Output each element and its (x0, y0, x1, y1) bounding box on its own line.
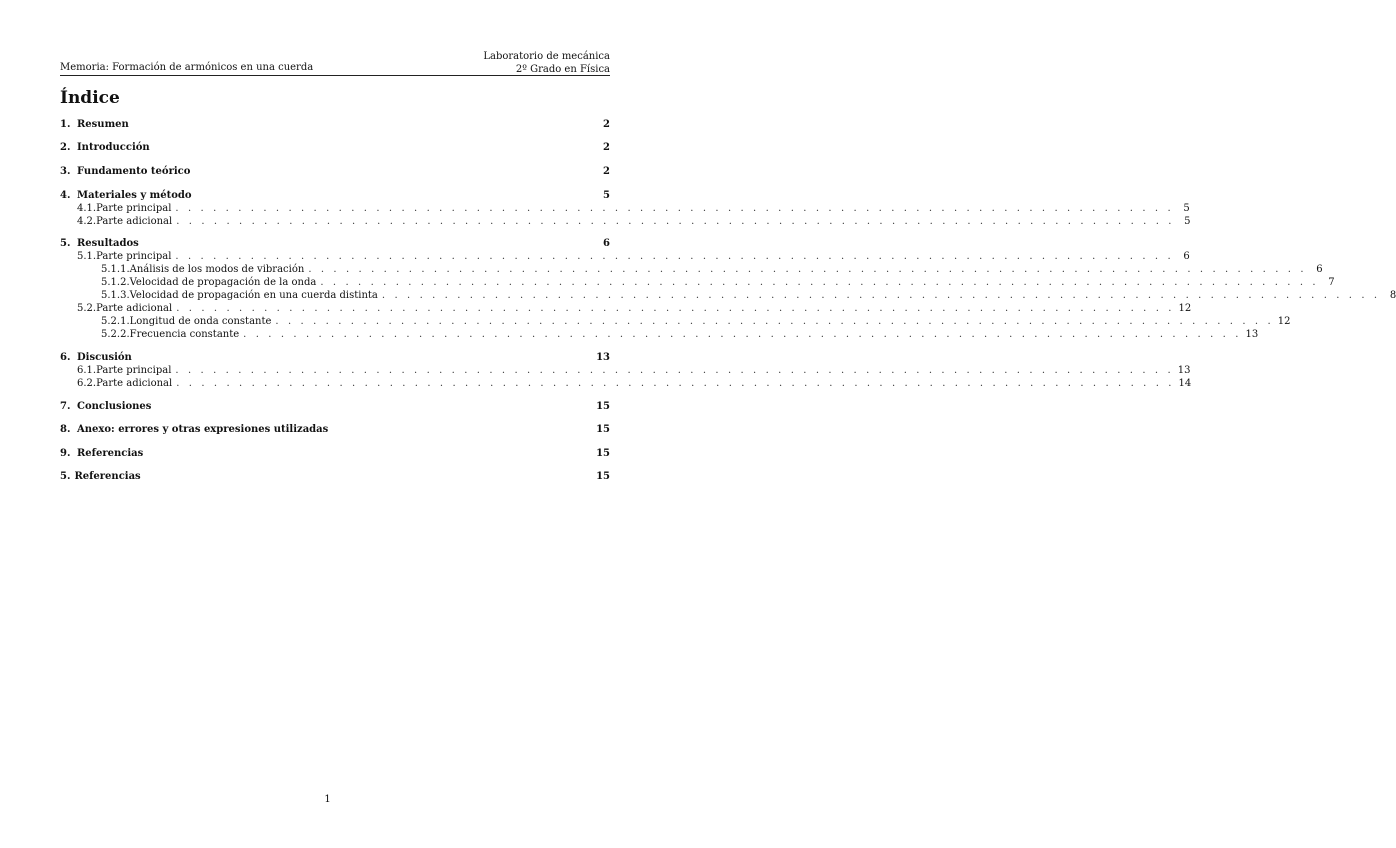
toc-entry-number: 5.2.1. (101, 316, 130, 327)
toc-entry-page: 14 (1178, 378, 1192, 389)
toc-entry-page: 15 (596, 471, 610, 482)
toc-entry-number: 3. (60, 166, 71, 177)
dot-leader: . . . . . . . . . . . . . . . . . . . . . . . . . . . . . . . . . . . . . . . . . . . . . . . . . . . . . . . . . . . . . . . . . . . . . . . . . . . . . . . . (275, 316, 1274, 327)
toc-entry[interactable] (60, 238, 610, 250)
toc-entry-number: 7. (60, 401, 71, 412)
toc-entry-title: Parte adicional (96, 216, 173, 227)
toc-entry-page: 8 (1389, 290, 1396, 301)
toc-entry-page: 13 (596, 352, 610, 363)
toc-entry[interactable] (60, 251, 1190, 263)
toc-entry-title: Fundamento teórico (77, 166, 191, 177)
page-number: 1 (324, 794, 331, 805)
toc-entry-title: Discusión (77, 352, 132, 363)
toc-entry[interactable] (60, 142, 610, 154)
toc-entry-number: 5. (60, 471, 71, 482)
toc-entry-title: Referencias (77, 448, 144, 459)
toc-entry-title: Resultados (77, 238, 139, 249)
toc-entry-title: Resumen (77, 119, 129, 130)
toc-entry-title: Análisis de los modos de vibración (129, 264, 305, 275)
toc-entry-page: 15 (596, 401, 610, 412)
dot-leader: . . . . . . . . . . . . . . . . . . . . . . . . . . . . . . . . . . . . . . . . . . . . . . . . . . . . . . . . . . . . . . . . . . . . . . . . . . . . . . . . (176, 378, 1175, 389)
toc-entry-title: Longitud de onda constante (129, 316, 272, 327)
toc-entry[interactable] (60, 290, 1396, 302)
dot-leader: . . . . . . . . . . . . . . . . . . . . . . . . . . . . . . . . . . . . . . . . . . . . . . . . . . . . . . . . . . . . . . . . . . . . . . . . . . . . . . . . (176, 303, 1175, 314)
toc-entry[interactable] (60, 448, 610, 460)
toc-entry-title: Velocidad de propagación de la onda (129, 277, 317, 288)
toc-entry-page: 2 (603, 142, 610, 153)
toc-entry-page: 7 (1328, 277, 1335, 288)
dot-leader: . . . . . . . . . . . . . . . . . . . . . . . . . . . . . . . . . . . . . . . . . . . . . . . . . . . . . . . . . . . . . . . . . . . . . . . . . . . . . . . . (308, 264, 1307, 275)
toc-entry-page: 5 (603, 190, 610, 201)
toc-entry[interactable] (60, 277, 1335, 289)
toc-entry-page: 6 (1316, 264, 1323, 275)
header-left-title: Memoria: Formación de armónicos en una cuerda (60, 62, 314, 73)
toc-entry-title: Anexo: errores y otras expresiones utilizadas (77, 424, 329, 435)
toc-entry-title: Velocidad de propagación en una cuerda distinta (129, 290, 378, 301)
toc-entry-title: Introducción (77, 142, 150, 153)
toc-entry-number: 6.2. (77, 378, 97, 389)
dot-leader: . . . . . . . . . . . . . . . . . . . . . . . . . . . . . . . . . . . . . . . . . . . . . . . . . . . . . . . . . . . . . . . . . . . . . . . . . . . . . . . . (176, 216, 1175, 227)
toc-entry-page: 13 (1177, 365, 1191, 376)
toc-entry[interactable] (60, 329, 1259, 341)
toc-entry-title: Parte adicional (96, 378, 173, 389)
toc-entry-title: Conclusiones (77, 401, 152, 412)
toc-entry[interactable] (60, 190, 610, 202)
toc-entry-number: 5.1.3. (101, 290, 130, 301)
dot-leader: . . . . . . . . . . . . . . . . . . . . . . . . . . . . . . . . . . . . . . . . . . . . . . . . . . . . . . . . . . . . . . . . . . . . . . . . . . . . . . . . (243, 329, 1242, 340)
toc-entry-number: 5.2.2. (101, 329, 130, 340)
toc-entry-title: Parte principal (96, 365, 172, 376)
toc-entry[interactable] (60, 471, 610, 483)
toc-entry-number: 5.1.1. (101, 264, 130, 275)
toc-entry-number: 1. (60, 119, 71, 130)
dot-leader: . . . . . . . . . . . . . . . . . . . . . . . . . . . . . . . . . . . . . . . . . . . . . . . . . . . . . . . . . . . . . . . . . . . . . . . . . . . . . . . . (175, 203, 1174, 214)
dot-leader: . . . . . . . . . . . . . . . . . . . . . . . . . . . . . . . . . . . . . . . . . . . . . . . . . . . . . . . . . . . . . . . . . . . . . . . . . . . . . . . . (175, 365, 1174, 376)
toc-entry-page: 2 (603, 119, 610, 130)
toc-entry-number: 5.2. (77, 303, 97, 314)
toc-entry-number: 5.1.2. (101, 277, 130, 288)
toc-entry-title: Parte principal (96, 251, 172, 262)
header-course: Laboratorio de mecánica (483, 51, 610, 62)
toc-entry-page: 5 (1183, 203, 1190, 214)
toc-entry[interactable] (60, 303, 1192, 315)
dot-leader: . . . . . . . . . . . . . . . . . . . . . . . . . . . . . . . . . . . . . . . . . . . . . . . . . . . . . . . . . . . . . . . . . . . . . . . . . . . . . . . . (320, 277, 1319, 288)
toc-entry[interactable] (60, 119, 610, 131)
toc-entry[interactable] (60, 401, 610, 413)
toc-entry[interactable] (60, 424, 610, 436)
table-of-contents (60, 0, 1396, 848)
toc-entry-page: 12 (1178, 303, 1192, 314)
toc-entry[interactable] (60, 264, 1323, 276)
toc-entry[interactable] (60, 378, 1192, 390)
toc-entry[interactable] (60, 316, 1291, 328)
toc-entry[interactable] (60, 352, 610, 364)
toc-title: Índice (60, 88, 120, 108)
toc-entry-number: 4. (60, 190, 71, 201)
toc-entry-number: 9. (60, 448, 71, 459)
toc-entry[interactable] (60, 203, 1190, 215)
header-degree: 2º Grado en Física (515, 64, 610, 75)
toc-entry-page: 12 (1277, 316, 1291, 327)
toc-entry-number: 6. (60, 352, 71, 363)
toc-entry[interactable] (60, 216, 1191, 228)
toc-entry-title: Frecuencia constante (129, 329, 240, 340)
toc-entry-number: 6.1. (77, 365, 97, 376)
toc-entry-page: 15 (596, 424, 610, 435)
toc-entry-number: 2. (60, 142, 71, 153)
toc-entry-number: 5.1. (77, 251, 97, 262)
toc-entry-title: Parte principal (96, 203, 172, 214)
toc-entry-page: 2 (603, 166, 610, 177)
toc-entry-number: 5. (60, 238, 71, 249)
toc-entry-title: Referencias (74, 471, 141, 482)
toc-entry[interactable] (60, 365, 1191, 377)
toc-entry-number: 8. (60, 424, 71, 435)
toc-entry-page: 5 (1184, 216, 1191, 227)
toc-entry-title: Parte adicional (96, 303, 173, 314)
toc-entry-page: 13 (1245, 329, 1259, 340)
toc-entry-number: 4.1. (77, 203, 97, 214)
toc-entry-page: 6 (1183, 251, 1190, 262)
toc-entry-page: 15 (596, 448, 610, 459)
dot-leader: . . . . . . . . . . . . . . . . . . . . . . . . . . . . . . . . . . . . . . . . . . . . . . . . . . . . . . . . . . . . . . . . . . . . . . . . . . . . . . . . (175, 251, 1174, 262)
dot-leader: . . . . . . . . . . . . . . . . . . . . . . . . . . . . . . . . . . . . . . . . . . . . . . . . . . . . . . . . . . . . . . . . . . . . . . . . . . . . . . . . (381, 290, 1381, 301)
toc-entry-title: Materiales y método (77, 190, 192, 201)
toc-entry-page: 6 (603, 238, 610, 249)
toc-entry-number: 4.2. (77, 216, 97, 227)
toc-entry[interactable] (60, 166, 610, 178)
